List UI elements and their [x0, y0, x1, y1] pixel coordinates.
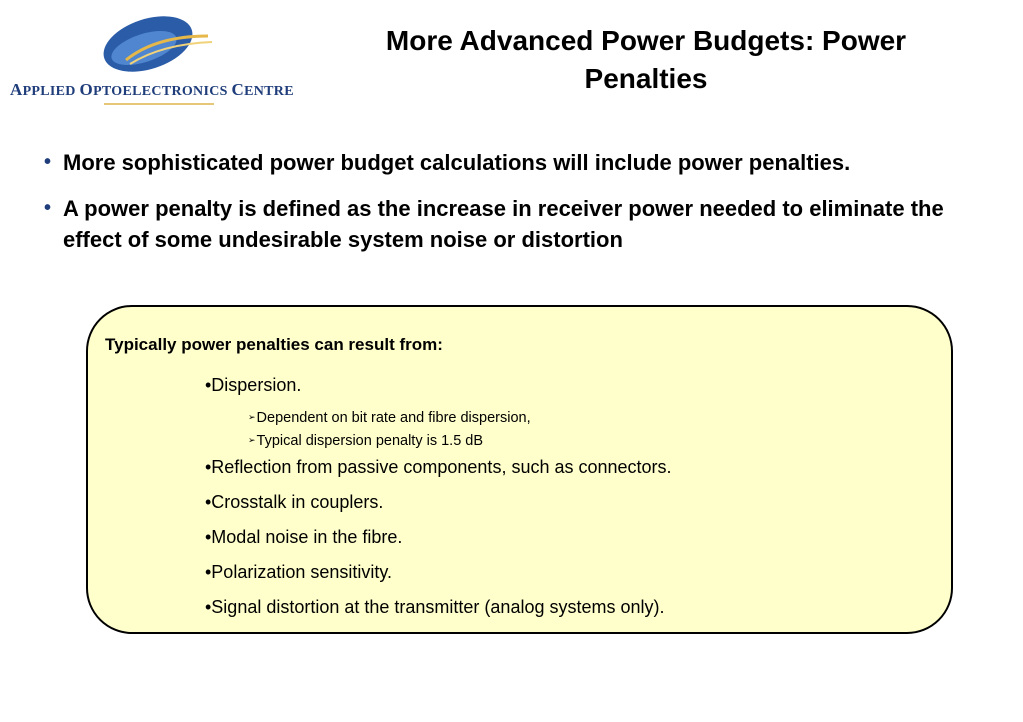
- bullet-dot-icon: •: [44, 197, 52, 219]
- panel-subitem: ➢Typical dispersion penalty is 1.5 dB: [248, 433, 484, 449]
- logo-wordmark: APPLIED OPTOELECTRONICS CENTRE: [10, 80, 294, 99]
- arrow-bullet-icon: ➢: [248, 435, 256, 445]
- panel-heading: Typically power penalties can result from:: [105, 335, 443, 354]
- main-bullet-text: A power penalty is defined as the increase in receiver power needed to eliminate the effect of some undesirable system noise or distortion: [63, 196, 944, 252]
- penalty-sources-panel: [86, 305, 953, 634]
- logo: [8, 8, 294, 108]
- panel-item-dispersion: •Dispersion.: [205, 375, 302, 395]
- panel-subitem: ➢Dependent on bit rate and fibre dispersion,: [248, 410, 531, 426]
- panel-item-modal-noise: •Modal noise in the fibre.: [205, 527, 403, 547]
- arrow-bullet-icon: ➢: [248, 412, 256, 422]
- slide-title: More Advanced Power Budgets: Power Penalties: [385, 25, 907, 94]
- panel-item-crosstalk: •Crosstalk in couplers.: [205, 492, 384, 512]
- bullet-dot-icon: •: [44, 151, 52, 173]
- logo-globe-icon: [96, 8, 226, 78]
- panel-item-polarization: •Polarization sensitivity.: [205, 562, 393, 582]
- main-bullet-item: [44, 193, 944, 255]
- logo-underline: [104, 103, 214, 105]
- main-bullet-list: [44, 147, 944, 270]
- main-bullet-text: More sophisticated power budget calculations will include power penalties.: [63, 150, 851, 175]
- panel-item-signal-distortion: •Signal distortion at the transmitter (analog systems only).: [205, 597, 665, 617]
- main-bullet-item: [44, 147, 944, 178]
- panel-item-reflection: •Reflection from passive components, such as connectors.: [205, 457, 672, 477]
